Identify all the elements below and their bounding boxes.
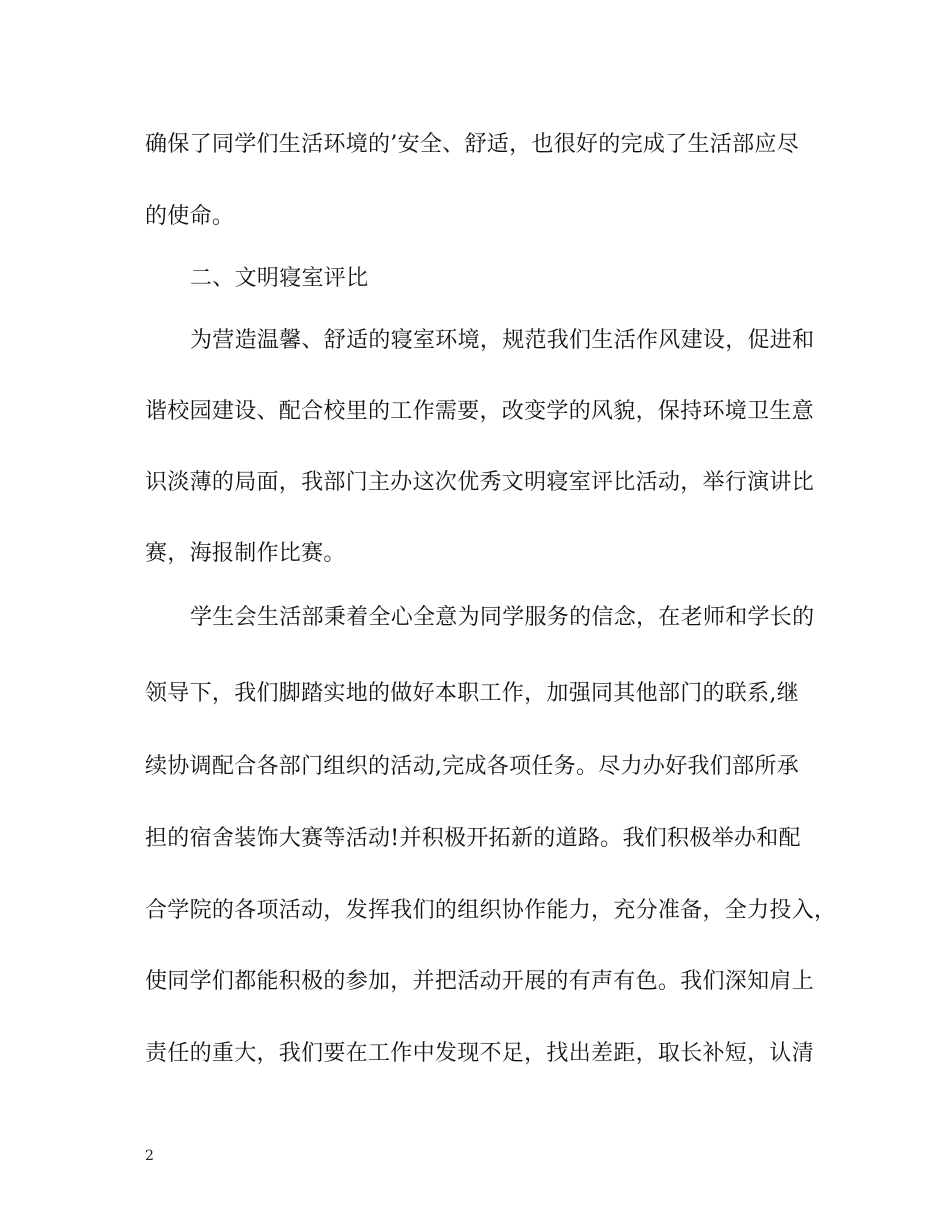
page-number: 2 [145, 1148, 154, 1164]
text-line-14: 责任的重大，我们要在工作中发现不足，找出差距，取长补短，认清 [145, 1041, 815, 1066]
text-line-10: 续协调配合各部门组织的活动,完成各项任务。尽力办好我们部所承 [145, 754, 799, 779]
section-heading: 二、文明寝室评比 [190, 266, 369, 291]
text-line-6: 识淡薄的局面，我部门主办这次优秀文明寝室评比活动，举行演讲比 [145, 470, 815, 495]
text-line-7: 赛，海报制作比赛。 [145, 541, 346, 566]
text-line-12: 合学院的各项活动，发挥我们的组织协作能力，充分准备，全力投入， [145, 898, 837, 923]
text-line-2: 的使命。 [145, 204, 235, 229]
text-line-4: 为营造温馨、舒适的寝室环境，规范我们生活作风建设，促进和 [190, 328, 815, 353]
text-line-5: 谐校园建设、配合校里的工作需要，改变学的风貌，保持环境卫生意 [145, 399, 815, 424]
text-line-1: 确保了同学们生活环境的’安全、舒适，也很好的完成了生活部应尽 [145, 132, 799, 157]
text-line-9: 领导下，我们脚踏实地的做好本职工作，加强同其他部门的联系,继 [145, 681, 799, 706]
text-line-8: 学生会生活部秉着全心全意为同学服务的信念，在老师和学长的 [190, 605, 815, 630]
text-line-11: 担的宿舍装饰大赛等活动!并积极开拓新的道路。我们积极举办和配 [145, 826, 801, 851]
text-line-13: 使同学们都能积极的参加，并把活动开展的有声有色。我们深知肩上 [145, 969, 815, 994]
